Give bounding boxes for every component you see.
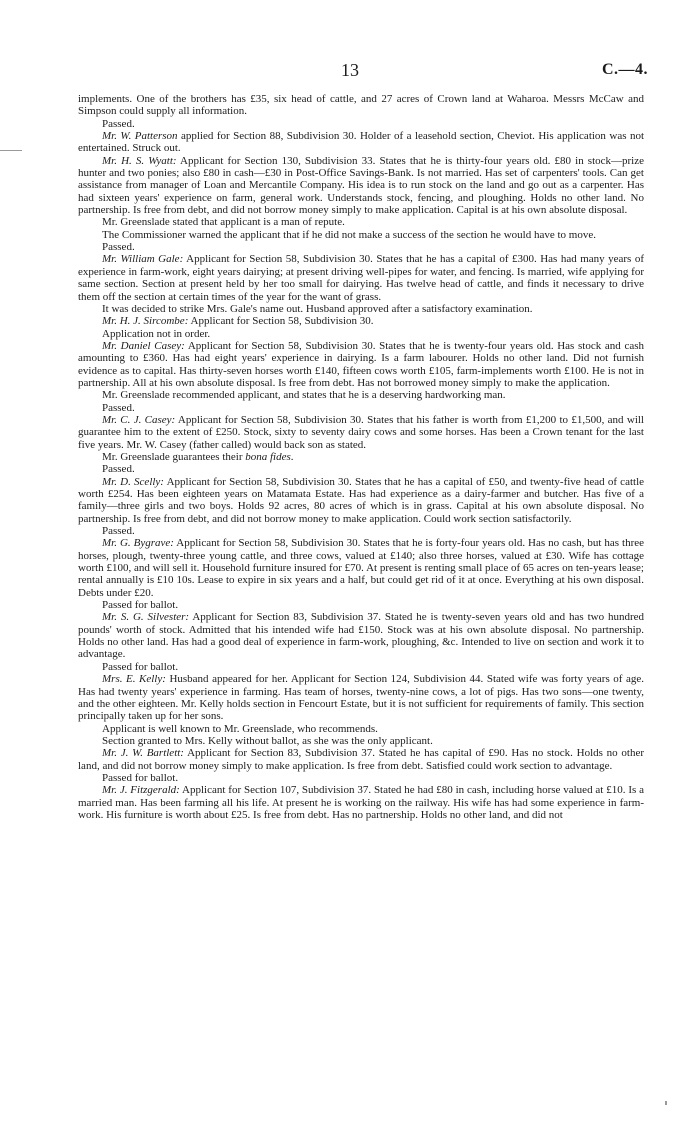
margin-mark xyxy=(0,150,22,151)
paragraph: Passed for ballot. xyxy=(102,599,179,612)
paragraph: Mr. J. Fitzgerald: Applicant for Section 107, Subdivision 37. Stated he had £80 in cash, including horse valued at £10. Is a married man. Has been farming all his life. At present he is working on the railway. His wife has had some experience in farm-work. His furniture is worth about £25. Is free from debt. Has no partnership. Holds no other land, and did not xyxy=(78,784,644,821)
paragraph: Mr. G. Bygrave: Applicant for Section 58, Subdivision 30. States that he is forty-four years old. Has no cash, but has three horses, plough, twenty-three young cattle, and three cows, valued at £140; also three horses, valued at £30. Wife has cottage worth £100, and will sell it. Household furniture insured for £70. At present is renting small place of 65 acres on ten-years lease; rental annually is £10 10s. Lease to expire in six years and a half, but could get rid of it at once. Everything at his own disposal. Debts under £20. xyxy=(78,537,644,599)
speaker-name: Mr. H. J. Sircombe: xyxy=(102,315,189,328)
paragraph: Mr. D. Scelly: Applicant for Section 58, Subdivision 30. States that he has a capital of £50, and twenty-five head of cattle worth £254. Has been eighteen years on Matamata Estate. Has had experience as a dairy-farmer and butcher. Has five of a family—three girls and two boys. Holds 92 acres, 80 acres of which is in grass. Capital at his own absolute disposal. No partnership. Is free from debt, and did not borrow money to make application. Could work section satisfactorily. xyxy=(78,475,645,525)
document-body xyxy=(78,93,644,821)
speaker-name: Mr. S. G. Silvester: xyxy=(102,611,190,624)
speaker-name: Mr. H. S. Wyatt: xyxy=(102,154,177,167)
paragraph: Mr. W. Patterson applied for Section 88, Subdivision 30. Holder of a leasehold section, Cheviot. His application was not entertained. Struck out. xyxy=(78,130,644,155)
document-code: C.—4. xyxy=(601,61,648,78)
paragraph: Mr. H. J. Sircombe: Applicant for Section 58, Subdivision 30. xyxy=(102,315,374,328)
paragraph: Passed for ballot. xyxy=(102,771,179,784)
speaker-name: Mr. C. J. Casey: xyxy=(102,413,176,426)
speaker-name: Mr. D. Scelly: xyxy=(102,475,164,488)
paragraph: Mr. Daniel Casey: Applicant for Section 58, Subdivision 30. States that he is twenty-four years old. Has stock and cash amounting to £360. Has had eight years' experience in dairying. Is a farm labourer. Holds no other land. Did not furnish evidence as to capital. Has thirty-seven horses worth £140, fifteen cows worth £105, farm-implements worth £100. He is not in partnership. All at his own absolute disposal. Is free from debt. Has not borrowed money simply to make the application. xyxy=(78,339,644,389)
speaker-name: Mr. William Gale: xyxy=(102,253,184,266)
paragraph: Mr. Greenslade recommended applicant, and states that he is a deserving hardworking man. xyxy=(102,389,506,402)
speaker-name: Mr. Daniel Casey: xyxy=(102,339,185,352)
paragraph: It was decided to strike Mrs. Gale's name out. Husband approved after a satisfactory examination. xyxy=(102,302,533,315)
paragraph: Mr. H. S. Wyatt: Applicant for Section 130, Subdivision 33. States that he is thirty-four years old. £80 in stock—prize hunter and two ponies; also £80 in cash—£30 in Post-Office Savings-Bank. Is not married. Has set of carpenters' tools. Can get assistance from manager of Loan and Mercantile Company. His idea is to run stock on the land and go out as a carpenter. Has had sixteen years' experience on farm, general work. Understands stock, fencing, and ploughing. Holds no other land. No partnership. Is free from debt, and did not borrow money simply to make application. Capital is at his own absolute disposal. xyxy=(78,154,645,217)
paragraph: Mr. Greenslade guarantees their bona fides. xyxy=(102,450,294,463)
paragraph: Passed. xyxy=(102,463,135,476)
speaker-name: Mrs. E. Kelly: xyxy=(102,673,166,686)
page-number: 13 xyxy=(341,60,359,80)
paragraph: Mr. S. G. Silvester: Applicant for Section 83, Subdivision 37. Stated he is twenty-seven years old and has two hundred pounds' worth of stock. Admitted that his intended wife had £150. Stock was at his own absolute disposal. No partnership. Holds no other land. Has had a good deal of experience in farm-work, ploughing, &c. Intended to live on section and work it to advantage. xyxy=(78,611,644,661)
paragraph: Mr. C. J. Casey: Applicant for Section 58, Subdivision 30. States that his father is worth from £1,200 to £1,500, and will guarantee him to the extent of £250. Stock, sixty to seventy dairy cows and some horses. Has been a Crown tenant for the last five years. Mr. W. Casey (father called) would back son as stated. xyxy=(78,413,644,451)
paragraph: Mr. J. W. Bartlett: Applicant for Section 83, Subdivision 37. Stated he has capital of £90. Has no stock. Holds no other land, and did not borrow money simply to make application. Is free from debt. Satisfied could work section to advantage. xyxy=(78,747,645,772)
paragraph: Mrs. E. Kelly: Husband appeared for her. Applicant for Section 124, Subdivision 44. Stated wife was forty years of age. Has had twenty years' experience in farming. Has team of horses, twenty-nine cows, a lot of pigs. Has two sons—one twenty, and the other eighteen. Mr. Kelly holds section in Fencourt Estate, but it is not sufficient for requirements of family. This section principally taken up for her sons. xyxy=(78,673,644,723)
paragraph: Applicant is well known to Mr. Greenslade, who recommends. xyxy=(102,722,378,735)
paragraph: Passed for ballot. xyxy=(102,660,179,673)
italic-phrase: bona fides xyxy=(245,450,291,463)
paragraph: Passed. xyxy=(102,117,135,130)
paragraph: Mr. Greenslade stated that applicant is a man of repute. xyxy=(102,216,345,229)
paragraph: Passed. xyxy=(102,401,135,414)
paragraph: The Commissioner warned the applicant that if he did not make a success of the section he would have to move. xyxy=(102,228,596,241)
paragraph: implements. One of the brothers has £35, six head of cattle, and 27 acres of Crown land at Waharoa. Messrs McCaw and Simpson could supply all information. xyxy=(78,93,644,118)
paragraph: Passed. xyxy=(102,525,135,538)
speaker-name: Mr. J. W. Bartlett: xyxy=(102,747,184,760)
paragraph: Passed. xyxy=(102,241,135,254)
speaker-name: Mr. J. Fitzgerald: xyxy=(102,784,180,797)
paragraph: Section granted to Mrs. Kelly without ballot, as she was the only applicant. xyxy=(102,734,433,747)
margin-mark xyxy=(665,1101,667,1105)
speaker-name: Mr. G. Bygrave: xyxy=(102,537,174,550)
paragraph: Application not in order. xyxy=(102,327,211,340)
paragraph: Mr. William Gale: Applicant for Section 58, Subdivision 30. States that he has a capital of £300. Has had many years of experience in farm-work, eight years dairying; at present driving well-pipes for water, and fencing. Is married, wife applying for same section. Section at present held by her too small for dairying. Has twelve head of cattle, and finds it necessary to drive them off the section at certain times of the year for the want of grass. xyxy=(78,253,644,303)
speaker-name: Mr. W. Patterson xyxy=(102,130,178,143)
